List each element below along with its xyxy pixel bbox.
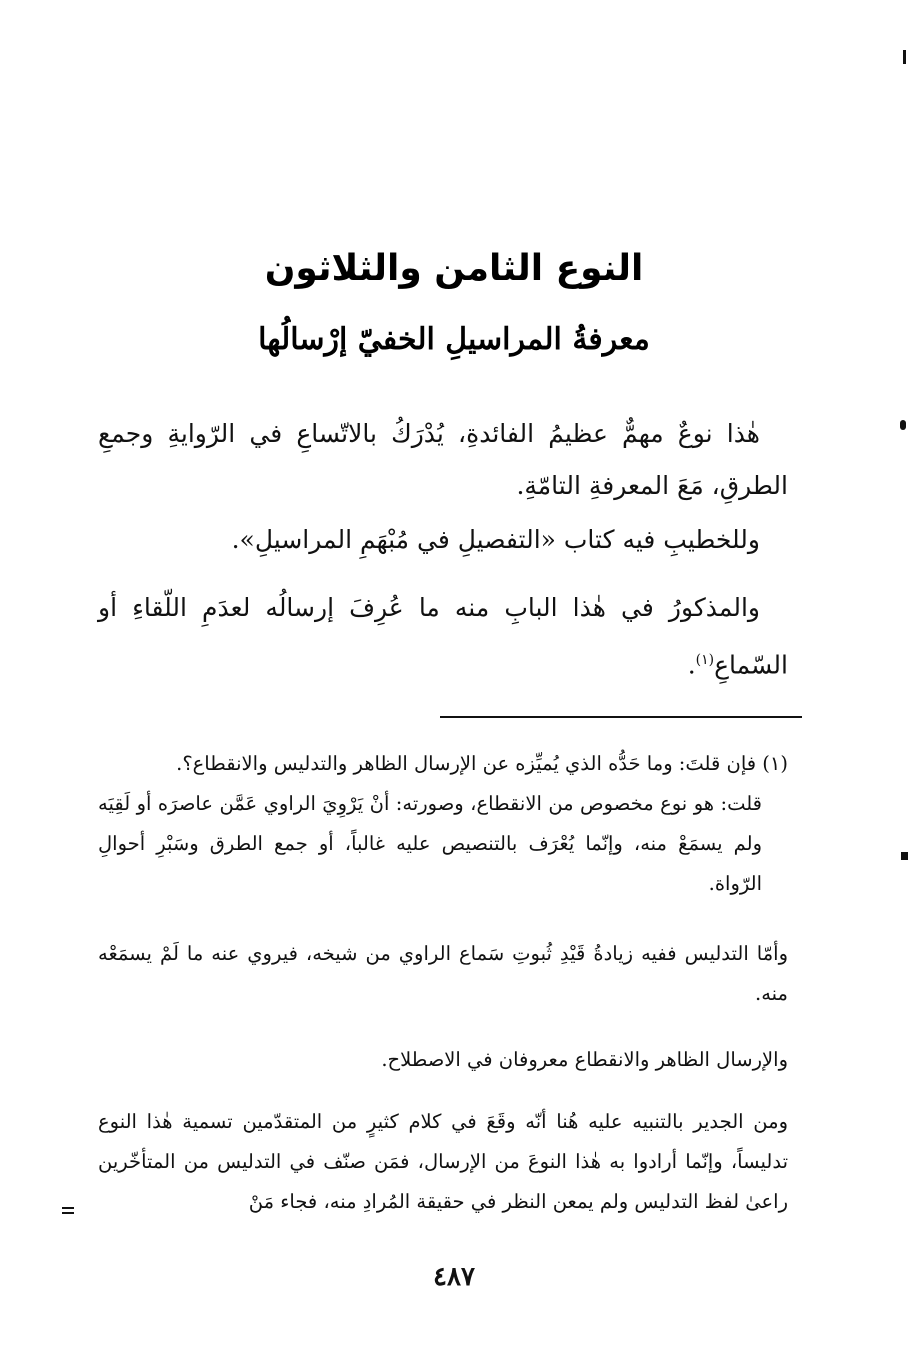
- page-number: ٤٨٧: [433, 1262, 475, 1292]
- body-paragraph-2: [98, 514, 788, 566]
- scan-artifact-mark: [900, 420, 906, 430]
- body-paragraph-1: [98, 408, 788, 512]
- footnote-paragraph-irsal: [98, 1040, 788, 1080]
- chapter-title: النوع الثامن والثلاثون: [264, 248, 644, 289]
- footnote-text: وأمّا التدليس ففيه زيادةُ قَيْدِ ثُبوتِ سَماع الراوي من شيخه، فيروي عنه ما لَمْ يسمَعْه منه.: [98, 942, 788, 1005]
- footnote-reference: (١): [695, 652, 715, 668]
- footnote-answer: قلت: هو نوع مخصوص من الانقطاع، وصورته: أنْ يَرْوِيَ الراوي عَمَّن عاصرَه أو لَقِيَه ولم يسمَعْ منه، وإنّما يُعْرَف بالتنصيص عليه غالباً، أو جمع الطرق وسَبْرِ أحوالِ الرّواة.: [98, 792, 762, 895]
- body-paragraph-3: [98, 582, 788, 691]
- footnote-paragraph-tadlis: [98, 934, 788, 1014]
- scan-artifact-mark: [901, 852, 908, 860]
- paragraph-text: وللخطيبِ فيه كتاب «التفصيلِ في مُبْهَمِ المراسيلِ».: [231, 525, 760, 554]
- chapter-subtitle: معرفةُ المراسيلِ الخفيّ إرْسالُها: [258, 322, 650, 357]
- paragraph-text-end: .: [687, 650, 696, 680]
- footnote-paragraph-note: [98, 1102, 788, 1222]
- footnote-text: ومن الجدير بالتنبيه عليه هُنا أنّه وقَعَ في كلام كثيرٍ من المتقدّمين تسمية هٰذا النوع تدليساً، وإنّما أرادوا به هٰذا النوعَ من الإرسال، فمَن صنّف في التدليس من المتأخّرين راعىٰ لفظ التدليس ولم يمعن النظر في حقيقة المُرادِ منه، فجاء مَنْ: [98, 1110, 788, 1213]
- paragraph-text: هٰذا نوعٌ مهمٌّ عظيمُ الفائدةِ، يُدْرَكُ بالاتّساعِ في الرّوايةِ وجمعِ الطرقِ، مَعَ المعرفةِ التامّةِ.: [98, 419, 788, 500]
- footnote-1: [98, 744, 788, 904]
- footnote-text: والإرسال الظاهر والانقطاع معروفان في الاصطلاح.: [381, 1048, 788, 1071]
- scan-artifact-mark: [903, 50, 906, 64]
- scan-artifact-mark: [62, 1207, 74, 1209]
- paragraph-text-main: والمذكورُ في هٰذا البابِ منه ما عُرِفَ إرسالُه لعدَمِ اللّقاءِ أو السّماعِ: [98, 593, 788, 680]
- footnote-divider: [440, 716, 802, 718]
- paragraph-text: [98, 582, 788, 691]
- footnote-question: (١) فإن قلتَ: وما حَدُّه الذي يُميِّزه عن الإرسال الظاهر والتدليس والانقطاع؟.: [176, 752, 788, 775]
- scan-artifact-mark: [62, 1212, 74, 1214]
